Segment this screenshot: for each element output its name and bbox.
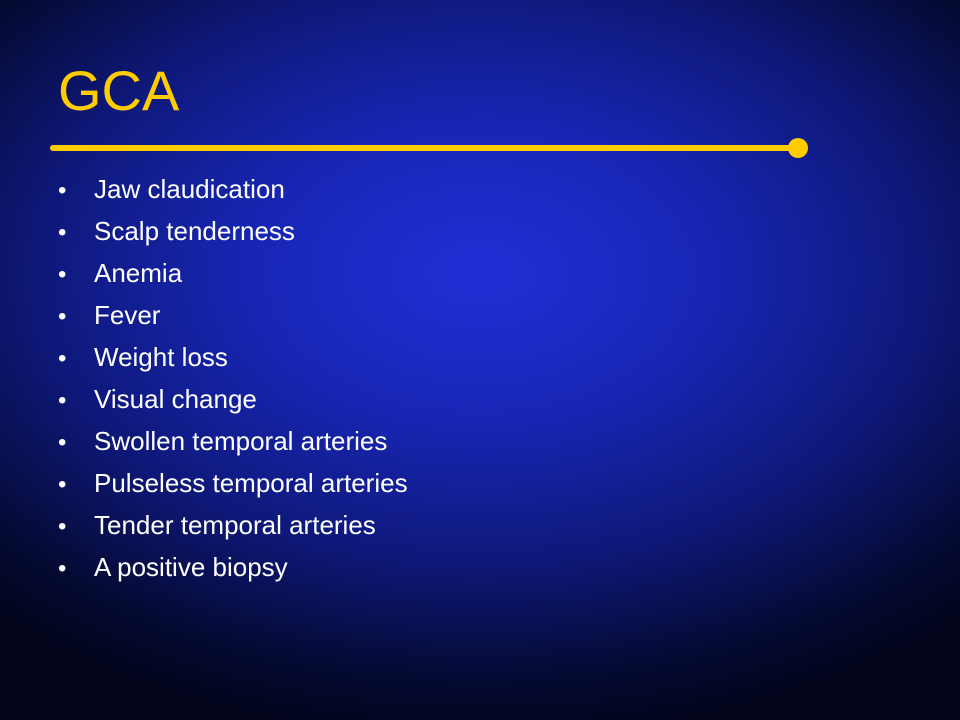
bullet-icon: • [58, 429, 67, 456]
bullet-item [58, 546, 408, 588]
title-underline [50, 145, 798, 151]
bullet-icon: • [58, 471, 67, 498]
slide-title: GCA [58, 59, 180, 122]
bullet-text: Visual change [94, 384, 257, 414]
bullet-item [58, 504, 408, 546]
bullet-icon: • [58, 177, 67, 204]
bullet-text: Pulseless temporal arteries [94, 468, 408, 498]
bullet-icon: • [58, 513, 67, 540]
bullet-text: Scalp tenderness [94, 216, 295, 246]
bullet-item [58, 294, 408, 336]
bullet-icon: • [58, 345, 67, 372]
bullet-item [58, 420, 408, 462]
bullet-item [58, 378, 408, 420]
bullet-icon: • [58, 387, 67, 414]
bullet-text: Weight loss [94, 342, 228, 372]
bullet-text: Jaw claudication [94, 174, 285, 204]
bullet-text: Swollen temporal arteries [94, 426, 388, 456]
title-underline-end-dot [788, 138, 808, 158]
bullet-icon: • [58, 219, 67, 246]
bullet-icon: • [58, 261, 67, 288]
bullet-text: Tender temporal arteries [94, 510, 376, 540]
bullet-icon: • [58, 303, 67, 330]
bullet-item [58, 336, 408, 378]
bullet-item [58, 168, 408, 210]
bullet-text: Fever [94, 300, 161, 330]
bullet-list [58, 168, 408, 588]
bullet-icon: • [58, 555, 67, 582]
bullet-text: A positive biopsy [94, 552, 288, 582]
bullet-item [58, 252, 408, 294]
bullet-item [58, 462, 408, 504]
bullet-item [58, 210, 408, 252]
bullet-text: Anemia [94, 258, 183, 288]
